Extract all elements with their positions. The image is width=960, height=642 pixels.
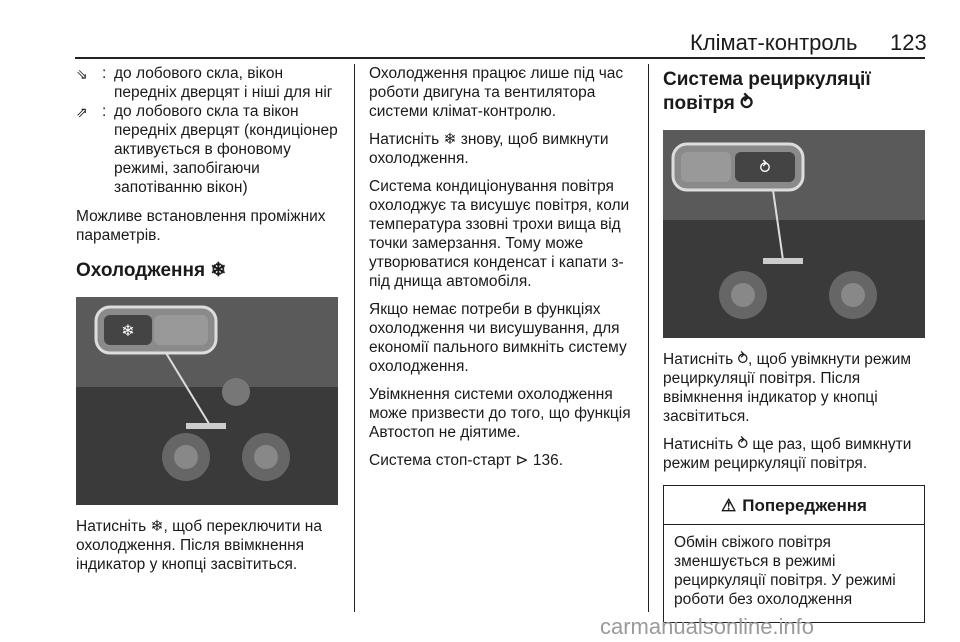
paragraph: Можливе встановлення проміжних параметрів. — [76, 208, 326, 244]
airflow-windscreen-icon: ⇗ — [76, 104, 88, 120]
paragraph: Натисніть ❄ знову, щоб вимкнути охолодження. — [369, 131, 609, 167]
snowflake-icon: ❄ — [210, 260, 227, 281]
paragraph: Система кондиціонування повітря охолоджує та висушує повітря, коли температура ззовні трохи вища від точки замерзання. Тому може утворюватися конденсат і капати з-під днища автомобіля. — [369, 178, 630, 290]
definition-item: ⇘ : до лобового скла, вікон передніх дверцят і ніші для ніг — [76, 64, 346, 102]
paragraph: Натисніть ⥁, щоб увімкнути режим рециркуляції повітря. Після ввімкнення індикатор у кнопці засвітиться. — [663, 351, 912, 425]
paragraph: Якщо немає потреби в функціях охолодження чи висушування, для економії пального вимкніть систему охолодження. — [369, 301, 627, 375]
section-heading: Охолодження ❄ — [76, 260, 227, 281]
svg-text:❄: ❄ — [121, 323, 135, 340]
paragraph: Система стоп-старт ⊳ 136. — [369, 452, 564, 469]
recirculation-icon: ⥁ — [740, 93, 754, 114]
watermark: carmanualsonline.info — [600, 614, 815, 639]
column-middle — [369, 64, 635, 479]
definition-item: ⇗ : до лобового скла та вікон передніх дверцят (кондиціонер активується в фоновому режимі, запобігаючи запотіванню вікон) — [76, 102, 346, 197]
recirculation-button-photo — [663, 130, 925, 338]
airflow-windscreen-footwell-icon: ⇘ — [76, 66, 88, 82]
warning-text: Обмін свіжого повітря зменшується в режимі рециркуляції повітря. У режимі роботи без охолодження — [674, 534, 896, 608]
warning-header: ⚠ Попередження — [664, 486, 924, 525]
paragraph: Увімкнення системи охолодження може призвести до того, що функція Автостоп не діятиме. — [369, 386, 631, 441]
column-right — [663, 64, 925, 623]
svg-text:⥁: ⥁ — [759, 160, 771, 177]
warning-icon: ⚠ — [721, 495, 737, 515]
paragraph: Охолодження працює лише під час роботи двигуна та вентилятора системи клімат-контролю. — [369, 65, 624, 120]
paragraph: Натисніть ❄, щоб переключити на охолодження. Після ввімкнення індикатор у кнопці засвітиться. — [76, 518, 322, 573]
column-left — [76, 64, 346, 583]
definition-text: до лобового скла та вікон передніх дверцят (кондиціонер активується в фоновому режимі, запобігаючи запотіванню вікон) — [114, 103, 338, 196]
page-number: 123 — [890, 30, 927, 55]
header-divider — [75, 57, 925, 59]
paragraph: Натисніть ⥁ ще раз, щоб вимкнути режим рециркуляції повітря. — [663, 436, 912, 472]
page-title: Клімат-контроль — [690, 30, 858, 55]
section-heading: Система рециркуляції повітря ⥁ — [663, 69, 871, 114]
cooling-button-photo — [76, 297, 338, 505]
warning-box — [663, 485, 925, 623]
column-divider — [354, 64, 355, 612]
definition-text: до лобового скла, вікон передніх дверцят і ніші для ніг — [114, 65, 333, 101]
column-divider — [648, 64, 649, 612]
